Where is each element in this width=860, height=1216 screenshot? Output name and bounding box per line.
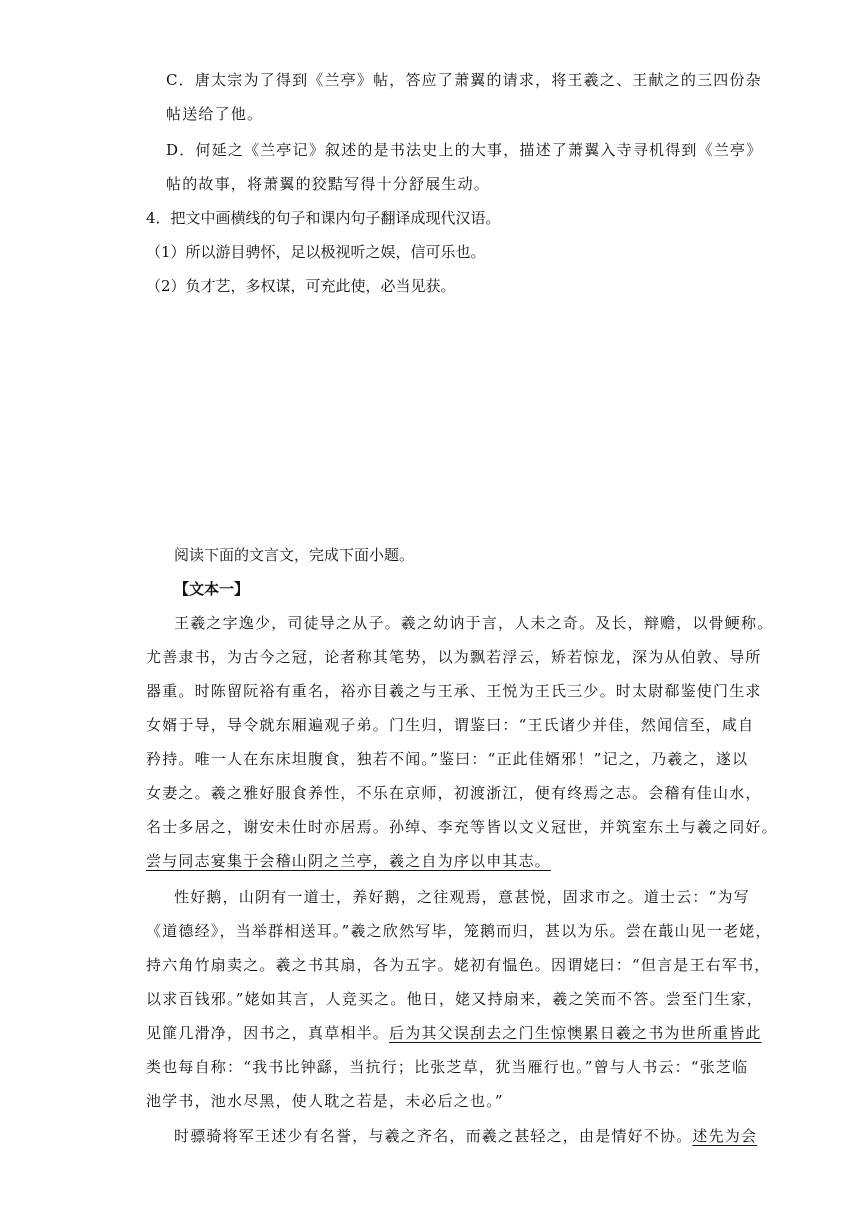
text-1-heading: 【文本一】	[174, 580, 250, 598]
passage-line: 持六角竹扇卖之。羲之书其扇，各为五字。姥初有愠色。因谓姥曰：“但言是王右军书，	[146, 956, 771, 974]
passage-line: 女妻之。羲之雅好服食养性，不乐在京师，初渡浙江，便有终焉之志。会稽有佳山水，	[146, 784, 762, 802]
question-4-item-2: （2）负才艺，多权谋，可充此使，必当见获。	[146, 277, 456, 295]
option-c-line2: 帖送给了他。	[166, 105, 264, 123]
reading-instruction: 阅读下面的文言文，完成下面小题。	[174, 546, 415, 564]
passage-line: 类也每自称：“我书比钟繇，当抗行；比张芝草，犹当雁行也。”曾与人书云：“张芝临	[146, 1058, 749, 1076]
passage-line	[174, 1126, 757, 1146]
question-4-prompt: 4．把文中画横线的句子和课内句子翻译成现代汉语。	[146, 209, 501, 227]
passage-line: 王羲之字逸少，司徒导之从子。羲之幼讷于言，人未之奇。及长，辩赡，以骨鲠称。	[174, 614, 774, 632]
passage-line: 器重。时陈留阮裕有重名，裕亦目羲之与王承、王悦为王氏三少。时太尉郗鉴使门生求	[146, 682, 762, 700]
underlined-sentence: 后为其父误刮去之门生惊懊累日羲之书为世所重皆此	[389, 1024, 762, 1042]
passage-line: 矜持。唯一人在东床坦腹食，独若不闻。”鉴曰：“正此佳婿邪！”记之，乃羲之，遂以	[146, 750, 749, 768]
passage-line: 尤善隶书，为古今之冠，论者称其笔势，以为飘若浮云，矫若惊龙，深为从伯敦、导所	[146, 648, 762, 666]
passage-segment: 时骠骑将军王述少有名誉，与羲之齐名，而羲之甚轻之，由是情好不协。	[174, 1127, 693, 1145]
passage-line: 池学书，池水尽黑，使人耽之若是，未必后之也。”	[146, 1092, 504, 1110]
underlined-sentence: 述先为会	[692, 1127, 758, 1145]
option-d-line2: 帖的故事，将萧翼的狡黠写得十分舒展生动。	[166, 175, 491, 193]
question-4-item-1: （1）所以游目骋怀，足以极视听之娱，信可乐也。	[146, 243, 486, 261]
passage-line: 女婿于导，导令就东厢遍观子弟。门生归，谓鉴曰：“王氏诸少并佳，然闻信至，咸自	[146, 716, 755, 734]
passage-line: 《道德经》，当举群相送耳。”羲之欣然写毕，笼鹅而归，甚以为乐。尝在蕺山见一老姥，	[146, 922, 772, 940]
option-c-line1: C．唐太宗为了得到《兰亭》帖，答应了萧翼的请求，将王羲之、王献之的三四份杂	[166, 71, 762, 89]
passage-line: 性好鹅，山阴有一道士，养好鹅，之往观焉，意甚悦，固求市之。道士云：“为写	[174, 888, 750, 906]
passage-line	[146, 1023, 762, 1043]
passage-segment: 见篚几滑净，因书之，真草相半。	[146, 1024, 390, 1042]
passage-line: 名士多居之，谢安未仕时亦居焉。孙绰、李充等皆以文义冠世，并筑室东土与羲之同好。	[146, 818, 778, 836]
underlined-sentence: 尝与同志宴集于会稽山阴之兰亭，羲之自为序以申其志。	[146, 852, 552, 870]
passage-line: 以求百钱邪。”姥如其言，人竞买之。他日，姥又持扇来，羲之笑而不答。尝至门生家，	[146, 990, 763, 1008]
option-d-line1: D．何延之《兰亭记》叙述的是书法史上的大事，描述了萧翼入寺寻机得到《兰亭》	[166, 141, 763, 159]
